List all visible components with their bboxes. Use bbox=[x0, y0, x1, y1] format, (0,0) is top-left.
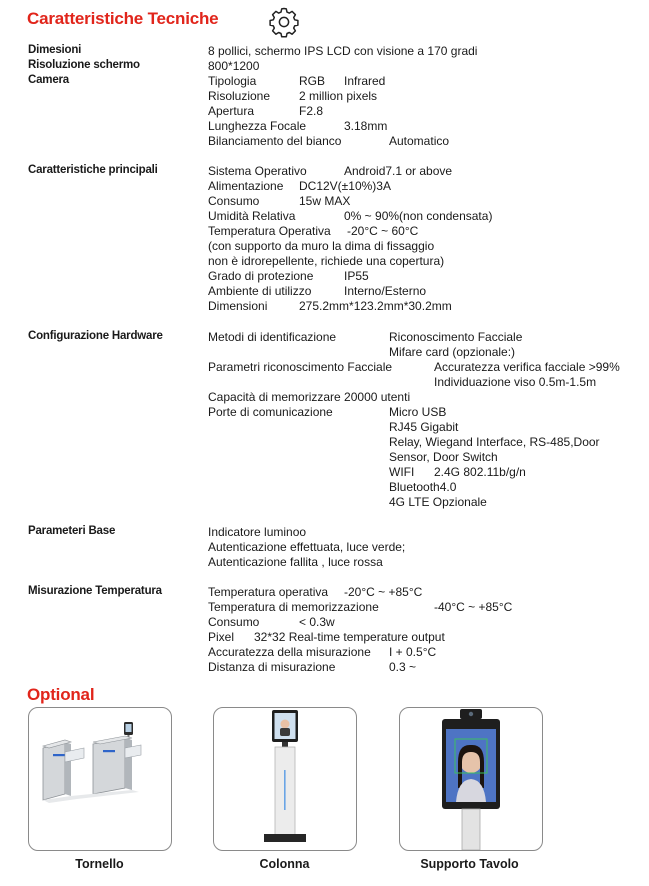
hardware-capacity: Capacità di memorizzare 20000 utenti bbox=[208, 390, 411, 404]
base-row: Indicatore luminoo bbox=[208, 525, 307, 539]
spec-label-principali: Caratteristiche principali bbox=[28, 164, 158, 176]
temperatura-value: -40°C ~ +85°C bbox=[434, 600, 513, 614]
hardware-key: Parametri riconoscimento Facciale bbox=[208, 360, 393, 374]
hardware-port: RJ45 Gigabit bbox=[389, 420, 459, 434]
spec-label-camera: Camera bbox=[28, 74, 69, 86]
camera-value: 3.18mm bbox=[344, 119, 388, 133]
camera-value: RGB bbox=[299, 74, 326, 88]
spec-label-base: Parameteri Base bbox=[28, 525, 116, 537]
base-row: Autenticazione effettuata, luce verde; bbox=[208, 540, 406, 554]
principali-key: Temperatura Operativa bbox=[208, 224, 331, 238]
hardware-value: Riconoscimento Facciale bbox=[389, 330, 523, 344]
hardware-port: Relay, Wiegand Interface, RS-485,Door bbox=[389, 435, 600, 449]
camera-value: F2.8 bbox=[299, 104, 324, 118]
temperatura-key: Temperatura di memorizzazione bbox=[208, 600, 379, 614]
column-stand-image bbox=[214, 708, 356, 850]
principali-note: (con supporto da muro la dima di fissaggio bbox=[208, 239, 435, 253]
camera-key: Apertura bbox=[208, 104, 255, 118]
optional-caption-colonna: Colonna bbox=[259, 857, 310, 871]
camera-key: Tipologia bbox=[208, 74, 257, 88]
principali-value: DC12V(±10%)3A bbox=[299, 179, 391, 193]
table-stand-image bbox=[400, 708, 542, 850]
gear-icon bbox=[267, 5, 301, 39]
principali-value: Interno/Esterno bbox=[344, 284, 427, 298]
hardware-port: 4G LTE Opzionale bbox=[389, 495, 487, 509]
camera-value: Infrared bbox=[344, 74, 386, 88]
principali-key: Grado di protezione bbox=[208, 269, 314, 283]
hardware-value: Individuazione viso 0.5m-1.5m bbox=[434, 375, 597, 389]
hardware-port: 2.4G 802.11b/g/n bbox=[434, 465, 526, 479]
principali-value: 15w MAX bbox=[299, 194, 351, 208]
optional-caption-tornello: Tornello bbox=[75, 857, 124, 871]
hardware-port: WIFI bbox=[389, 465, 415, 479]
principali-value: 275.2mm*123.2mm*30.2mm bbox=[299, 299, 452, 313]
temperatura-key: Pixel bbox=[208, 630, 235, 644]
page-title: Caratteristiche Tecniche bbox=[27, 9, 219, 28]
temperatura-value: I + 0.5°C bbox=[389, 645, 437, 659]
hardware-port: Bluetooth4.0 bbox=[389, 480, 457, 494]
hardware-key: Porte di comunicazione bbox=[208, 405, 333, 419]
optional-card-colonna bbox=[213, 707, 357, 851]
camera-value: Automatico bbox=[389, 134, 450, 148]
principali-key: Alimentazione bbox=[208, 179, 284, 193]
hardware-key: Metodi di identificazione bbox=[208, 330, 337, 344]
spec-value-risoluzione: 800*1200 bbox=[208, 59, 260, 73]
temperatura-value: -20°C ~ +85°C bbox=[344, 585, 423, 599]
optional-card-supporto-tavolo bbox=[399, 707, 543, 851]
temperatura-value: < 0.3w bbox=[299, 615, 335, 629]
principali-value: Android7.1 or above bbox=[344, 164, 453, 178]
camera-key: Bilanciamento del bianco bbox=[208, 134, 342, 148]
optional-caption-supporto-tavolo: Supporto Tavolo bbox=[420, 857, 519, 871]
hardware-port: Micro USB bbox=[389, 405, 447, 419]
principali-key: Sistema Operativo bbox=[208, 164, 307, 178]
principali-key: Ambiente di utilizzo bbox=[208, 284, 312, 298]
principali-key: Consumo bbox=[208, 194, 260, 208]
camera-key: Risoluzione bbox=[208, 89, 271, 103]
temperatura-value: 32*32 Real-time temperature output bbox=[254, 630, 445, 644]
temperatura-key: Consumo bbox=[208, 615, 260, 629]
temperatura-key: Distanza di misurazione bbox=[208, 660, 336, 674]
temperatura-value: 0.3 ~ bbox=[389, 660, 417, 674]
spec-label-hardware: Configurazione Hardware bbox=[28, 330, 163, 342]
optional-card-tornello bbox=[28, 707, 172, 851]
principali-key: Umidità Relativa bbox=[208, 209, 296, 223]
principali-value: 0% ~ 90%(non condensata) bbox=[344, 209, 493, 223]
hardware-port: Sensor, Door Switch bbox=[389, 450, 498, 464]
hardware-value: Accuratezza verifica facciale >99% bbox=[434, 360, 620, 374]
camera-value: 2 million pixels bbox=[299, 89, 378, 103]
spec-label-temperatura: Misurazione Temperatura bbox=[28, 585, 162, 597]
spec-label-dimensioni: Dimesioni bbox=[28, 44, 82, 56]
optional-title: Optional bbox=[27, 685, 95, 704]
principali-note: non è idrorepellente, richiede una copertura) bbox=[208, 254, 445, 268]
spec-value-dimensioni: 8 pollici, schermo IPS LCD con visione a 170 gradi bbox=[208, 44, 478, 58]
principali-key: Dimensioni bbox=[208, 299, 268, 313]
temperatura-key: Accuratezza della misurazione bbox=[208, 645, 371, 659]
base-row: Autenticazione fallita , luce rossa bbox=[208, 555, 383, 569]
hardware-value: Mifare card (opzionale:) bbox=[389, 345, 516, 359]
temperatura-key: Temperatura operativa bbox=[208, 585, 329, 599]
camera-key: Lunghezza Focale bbox=[208, 119, 307, 133]
principali-value: IP55 bbox=[344, 269, 369, 283]
spec-label-risoluzione: Risoluzione schermo bbox=[28, 59, 140, 71]
turnstile-image bbox=[29, 708, 171, 850]
principali-value: -20°C ~ 60°C bbox=[347, 224, 419, 238]
